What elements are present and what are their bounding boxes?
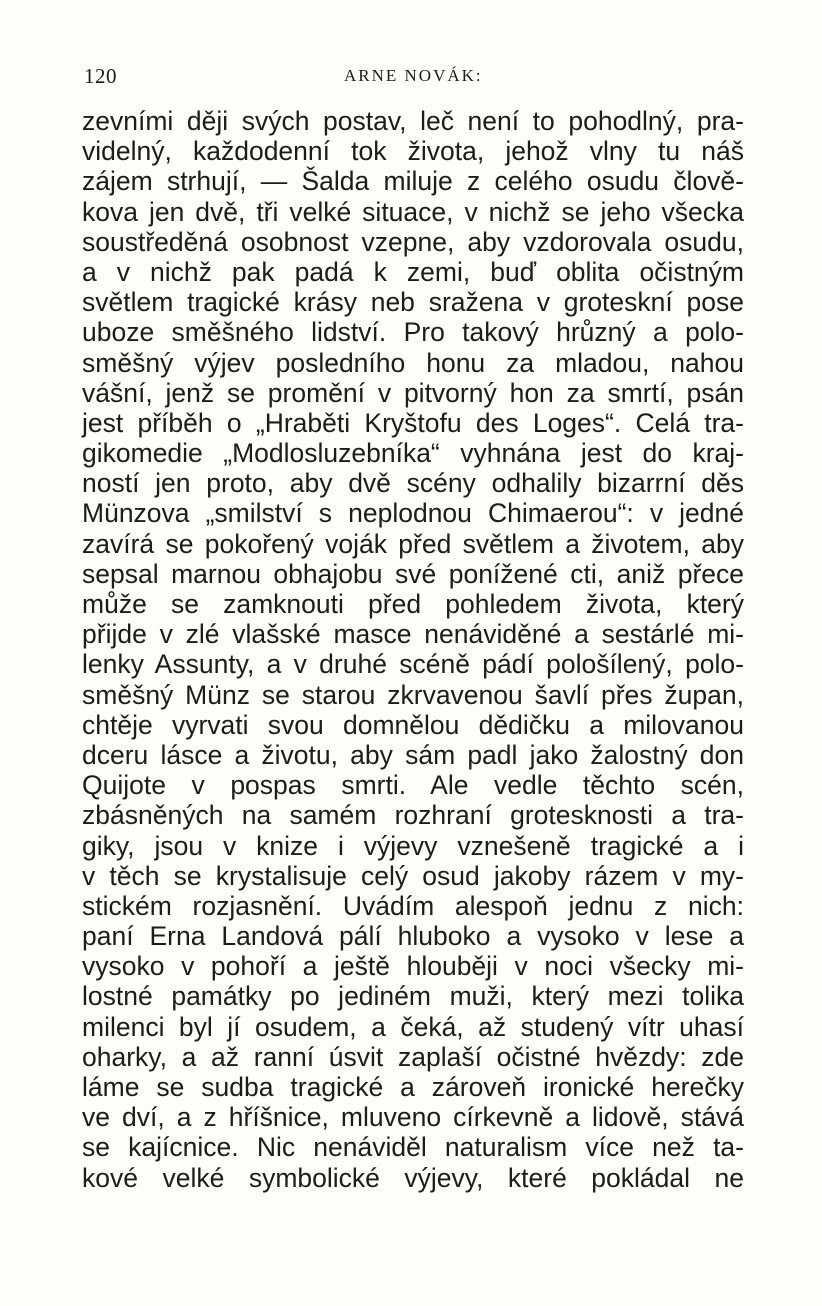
body-text	[82, 106, 744, 1193]
text-line: paní Erna Landová pálí hluboko a vysoko v lese a	[82, 921, 744, 952]
text-line: ností jen proto, aby dvě scény odhalily bizarrní děs	[82, 468, 744, 499]
text-line: zevními ději svých postav, leč není to pohodlný, pra-	[82, 106, 744, 136]
text-line: jest příběh o „Hraběti Kryštofu des Loges“. Celá tra-	[82, 407, 744, 438]
text-line: zbásněných na samém rozhraní grotesknosti a tra-	[82, 800, 744, 831]
text-line: v těch se krystalisuje celý osud jakoby rázem v my-	[82, 860, 744, 891]
text-line: může se zamknouti před pohledem života, který	[82, 589, 744, 619]
text-line: a v nichž pak padá k zemi, buď oblita očistným	[82, 256, 744, 287]
text-line: světlem tragické krásy neb sražena v groteskní pose	[82, 287, 744, 318]
text-line: směšný Münz se starou zkrvavenou šavlí přes župan,	[82, 679, 744, 710]
text-line: gikomedie „Modlosluzebníka“ vyhnána jest do kraj-	[82, 438, 744, 469]
text-line: sepsal marnou obhajobu své ponížené cti, aniž přece	[82, 558, 744, 589]
text-line: směšný výjev posledního honu za mladou, nahou	[82, 347, 744, 378]
text-line: dceru lásce a životu, aby sám padl jako žalostný don	[82, 739, 744, 770]
text-line: zájem strhují, — Šalda miluje z celého osudu člově-	[82, 166, 744, 197]
text-line: milenci byl jí osudem, a čeká, až studený vítr uhasí	[82, 1011, 744, 1042]
text-line: přijde v zlé vlašské masce nenáviděné a sestárlé mi-	[82, 619, 744, 650]
text-line: kova jen dvě, tři velké situace, v nichž se jeho všecka	[82, 196, 744, 227]
text-line: kové velké symbolické výjevy, které pokládal ne	[82, 1162, 744, 1193]
text-line: uboze směšného lidství. Pro takový hrůzný a polo-	[82, 317, 744, 348]
text-line: chtěje vyrvati svou domnělou dědičku a milovanou	[82, 709, 744, 740]
text-line: zavírá se pokořený voják před světlem a životem, aby	[82, 528, 744, 559]
text-line: vysoko v pohoří a ještě hlouběji v noci všecky mi-	[82, 951, 744, 982]
text-line: se kajícnice. Nic nenáviděl naturalism více než ta-	[82, 1132, 744, 1163]
text-line: Quijote v pospas smrti. Ale vedle těchto scén,	[82, 770, 744, 801]
text-line: Münzova „smilství s neplodnou Chimaerou“: v jedné	[82, 498, 744, 529]
text-line: lostné památky po jediném muži, který mezi tolika	[82, 981, 744, 1012]
text-line: láme se sudba tragické a zároveň ironické herečky	[82, 1072, 744, 1102]
text-line: giky, jsou v knize i výjevy vznešeně tragické a i	[82, 830, 744, 861]
running-head	[84, 64, 744, 94]
text-line: stickém rozjasnění. Uvádím alespoň jednu z nich:	[82, 890, 744, 921]
text-line: lenky Assunty, a v druhé scéně pádí pološílený, polo-	[82, 649, 744, 680]
text-line: oharky, a až ranní úsvit zaplaší očistné hvězdy: zde	[82, 1041, 744, 1072]
text-line: vášní, jenž se promění v pitvorný hon za smrtí, psán	[82, 377, 744, 408]
text-line: videlný, každodenní tok života, jehož vlny tu náš	[82, 136, 744, 167]
page-number: 120	[84, 64, 117, 88]
text-line: soustředěná osobnost vzepne, aby vzdorovala osudu,	[82, 226, 744, 257]
text-line: ve dví, a z hříšnice, mluveno církevně a lidově, stává	[82, 1102, 744, 1133]
running-title: ARNE NOVÁK:	[344, 66, 483, 85]
